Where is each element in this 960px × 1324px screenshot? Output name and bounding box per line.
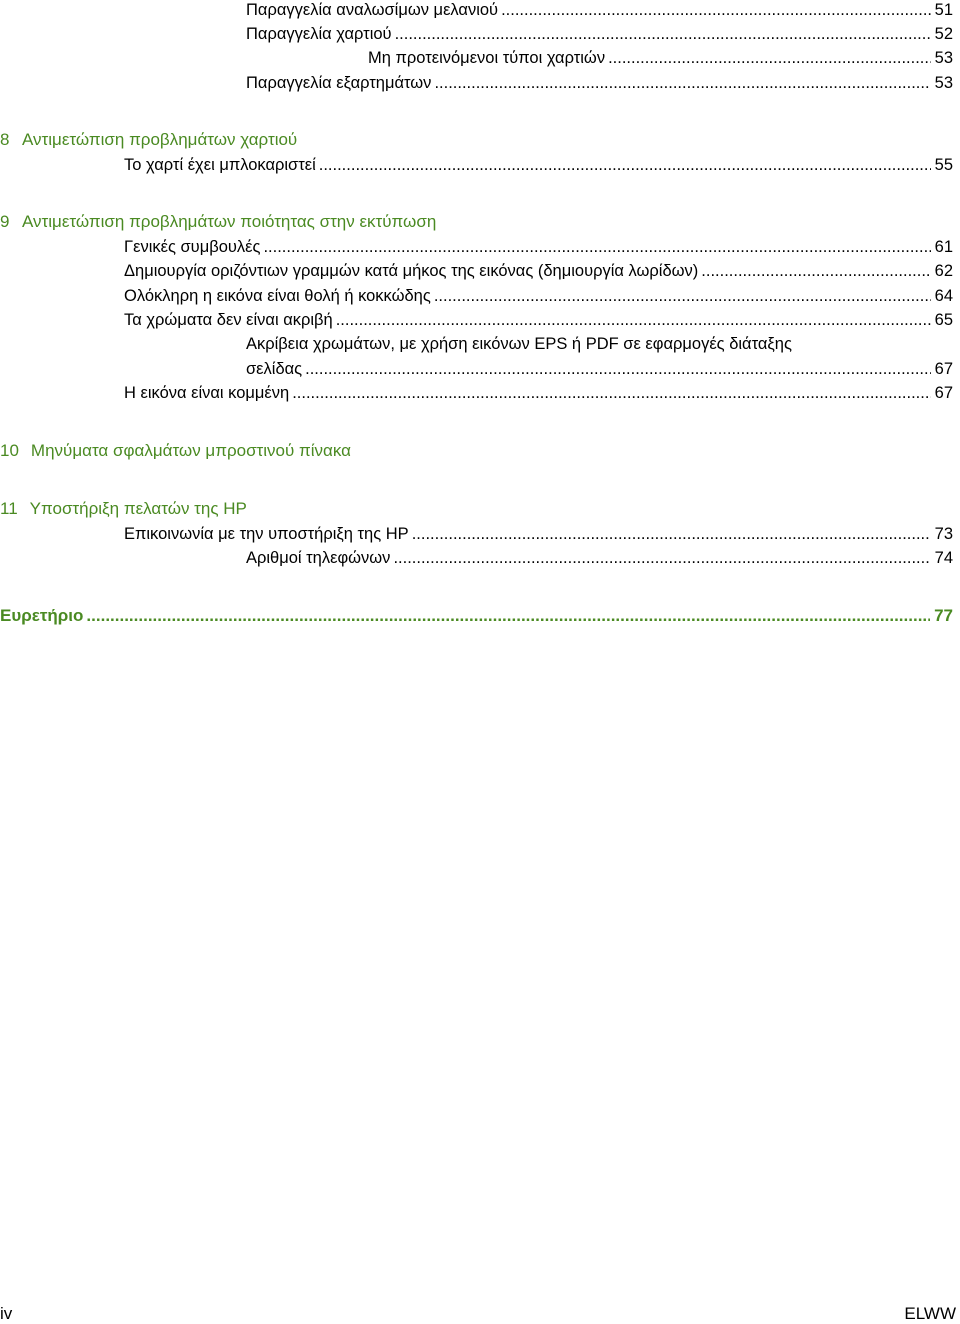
toc-entry-title: Επικοινωνία με την υποστήριξη της HP xyxy=(124,525,409,543)
dot-leader xyxy=(305,359,931,379)
index-page-number: 77 xyxy=(934,606,953,625)
dot-leader xyxy=(336,310,931,330)
toc-page-number: 55 xyxy=(934,156,953,174)
footer-page-label: iv xyxy=(0,1304,13,1323)
toc-entry-title: Δημιουργία οριζόντιων γραμμών κατά μήκος της εικόνας (δημιουργία λωρίδων) xyxy=(124,262,699,280)
chapter-heading[interactable] xyxy=(0,441,351,461)
footer-doc-label: ELWW xyxy=(904,1304,956,1323)
toc-entry[interactable] xyxy=(124,524,953,544)
index-title: Ευρετήριο xyxy=(0,606,84,625)
chapter-title: Αντιμετώπιση προβλημάτων ποιότητας στην εκτύπωση xyxy=(22,212,437,231)
toc-entry[interactable] xyxy=(246,24,953,44)
dot-leader xyxy=(412,524,931,544)
toc-entry-title: Αριθμοί τηλεφώνων xyxy=(246,549,391,567)
toc-page-number: 62 xyxy=(934,262,953,280)
dot-leader xyxy=(319,155,931,175)
toc-page-number: 51 xyxy=(934,1,953,19)
toc-entry[interactable] xyxy=(124,261,953,281)
toc-page-number: 67 xyxy=(934,384,953,402)
toc-entry[interactable] xyxy=(368,48,953,68)
toc-entry[interactable] xyxy=(246,548,953,568)
toc-page-number: 73 xyxy=(934,525,953,543)
chapter-heading[interactable] xyxy=(0,212,436,232)
dot-leader xyxy=(393,548,930,568)
toc-page-number: 52 xyxy=(934,25,953,43)
toc-entry-title: Η εικόνα είναι κομμένη xyxy=(124,384,290,402)
chapter-heading[interactable] xyxy=(0,130,297,150)
dot-leader xyxy=(434,73,930,93)
dot-leader xyxy=(395,24,931,44)
toc-page-number: 65 xyxy=(934,311,953,329)
dot-leader xyxy=(292,383,930,403)
dot-leader xyxy=(501,0,931,20)
toc-page-number: 61 xyxy=(934,238,953,256)
dot-leader xyxy=(701,261,930,281)
toc-entry[interactable] xyxy=(124,286,953,306)
toc-entry-title: Μη προτεινόμενοι τύποι χαρτιών xyxy=(368,49,606,67)
toc-entry[interactable] xyxy=(124,383,953,403)
chapter-title: Μηνύματα σφαλμάτων μπροστινού πίνακα xyxy=(30,441,351,460)
toc-page-number: 64 xyxy=(934,287,953,305)
toc-entry-title: Το χαρτί έχει μπλοκαριστεί xyxy=(124,156,316,174)
dot-leader xyxy=(434,286,931,306)
toc-entry-title-line1[interactable]: Ακρίβεια χρωμάτων, με χρήση εικόνων EPS ή PDF σε εφαρμογές διάταξης xyxy=(246,335,792,353)
dot-leader xyxy=(608,48,931,68)
toc-page-number: 53 xyxy=(934,49,953,67)
chapter-number: 10 xyxy=(0,441,19,460)
chapter-title: Αντιμετώπιση προβλημάτων χαρτιού xyxy=(22,130,298,149)
toc-entry[interactable] xyxy=(124,310,953,330)
chapter-number: 11 xyxy=(0,499,18,518)
toc-entry-title: Γενικές συμβουλές xyxy=(124,238,261,256)
chapter-title: Υποστήριξη πελατών της HP xyxy=(29,499,247,518)
toc-entry[interactable] xyxy=(246,0,953,20)
toc-page-number: 67 xyxy=(934,360,953,378)
toc-entry[interactable] xyxy=(246,73,953,93)
chapter-heading[interactable] xyxy=(0,499,247,519)
toc-entry-title: Παραγγελία αναλωσίμων μελανιού xyxy=(246,1,499,19)
toc-entry-title: Παραγγελία χαρτιού xyxy=(246,25,392,43)
toc-entry-title: Ολόκληρη η εικόνα είναι θολή ή κοκκώδης xyxy=(124,287,431,305)
toc-entry[interactable] xyxy=(124,237,953,257)
dot-leader xyxy=(86,606,930,626)
toc-entry-title: Τα χρώματα δεν είναι ακριβή xyxy=(124,311,333,329)
index-entry[interactable] xyxy=(0,606,953,626)
chapter-number: 8 xyxy=(0,130,10,149)
toc-entry[interactable] xyxy=(246,359,953,379)
toc-page-number: 53 xyxy=(934,74,953,92)
dot-leader xyxy=(263,237,930,257)
toc-entry-title: Παραγγελία εξαρτημάτων xyxy=(246,74,432,92)
toc-page-number: 74 xyxy=(934,549,953,567)
chapter-number: 9 xyxy=(0,212,10,231)
toc-entry-title: σελίδας xyxy=(246,360,303,378)
toc-entry[interactable] xyxy=(124,155,953,175)
